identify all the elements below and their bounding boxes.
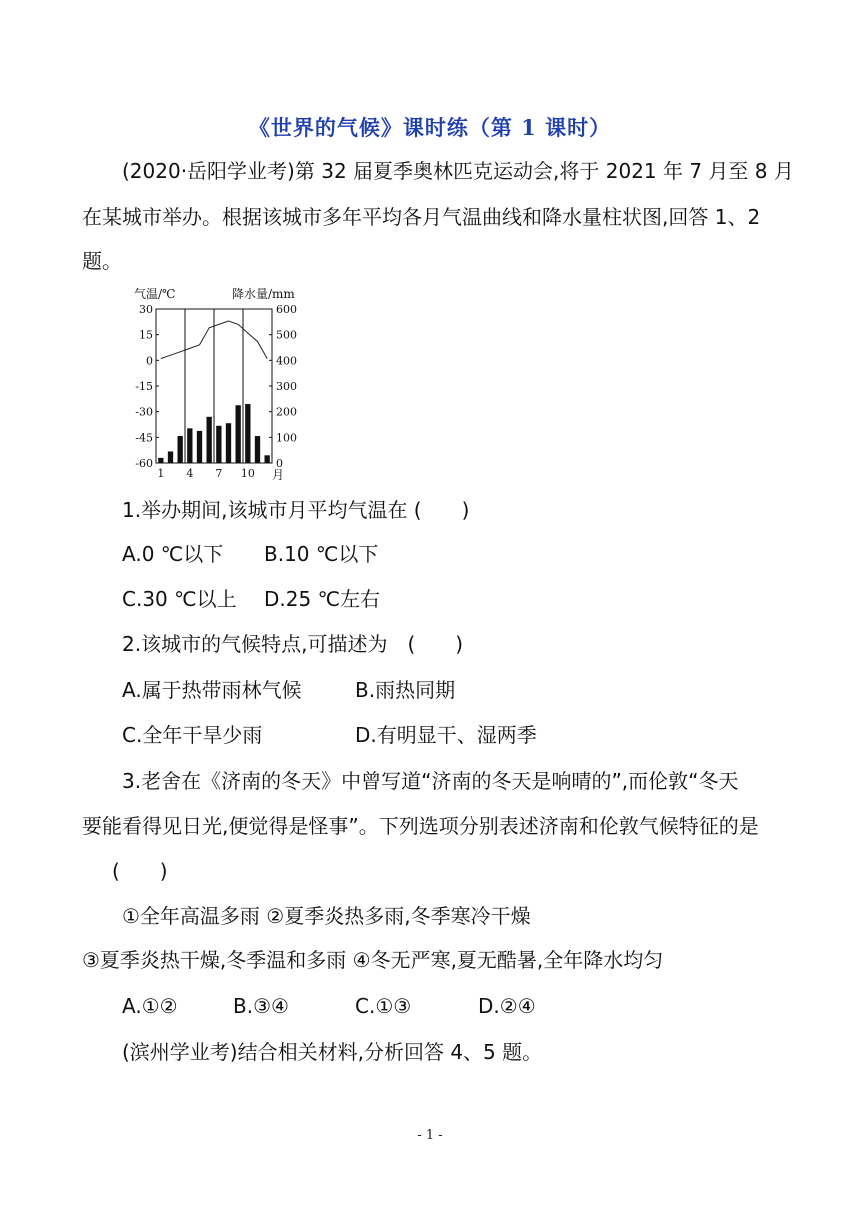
q1-option-d[interactable]: D.25 ℃左右 (264, 587, 381, 611)
q2-option-b[interactable]: B.雨热同期 (355, 678, 456, 702)
right-tick-label: 100 (276, 431, 297, 445)
precipitation-bar (265, 455, 270, 463)
x-tick-label: 4 (186, 467, 194, 480)
intro-line-2: 在某城市举办。根据该城市多年平均各月气温曲线和降水量柱状图,回答 1、2 (82, 205, 761, 229)
intro-line-3: 题。 (82, 249, 122, 273)
q3-option-c[interactable]: C.①③ (355, 994, 412, 1018)
q1-option-c[interactable]: C.30 ℃以上 (122, 587, 237, 611)
x-axis-ticks (157, 467, 255, 480)
page-number: - 1 - (417, 1128, 443, 1143)
gridlines (185, 309, 243, 463)
left-tick-label: 30 (139, 303, 153, 316)
left-tick-label: 0 (146, 354, 153, 368)
q1-stem: 1.举办期间,该城市月平均气温在 ( ) (122, 498, 470, 522)
q1-option-b[interactable]: B.10 ℃以下 (264, 542, 379, 566)
q3-stem-line-1: 3.老舍在《济南的冬天》中曾写道“济南的冬天是响晴的”,而伦敦“冬天 (122, 769, 739, 793)
x-unit-label: 月 (272, 468, 285, 482)
x-tick-label: 10 (240, 467, 255, 480)
right-tick-label: 500 (276, 328, 297, 342)
x-tick-label: 7 (215, 467, 223, 480)
q3-statements-1: ①全年高温多雨 ②夏季炎热多雨,冬季寒冷干燥 (122, 904, 531, 928)
right-tick-label: 200 (276, 405, 297, 419)
precipitation-bar (216, 426, 221, 463)
right-axis-ticks (269, 303, 297, 470)
precipitation-bar (187, 428, 192, 463)
q3-stem-line-3: ( ) (112, 859, 168, 883)
precipitation-bar (226, 423, 231, 463)
left-tick-label: -45 (135, 431, 153, 445)
q3-option-a[interactable]: A.①② (122, 994, 178, 1018)
precipitation-bar (255, 436, 260, 463)
precipitation-bar (178, 436, 183, 463)
right-tick-label: 600 (276, 303, 297, 316)
intro-line-1: (2020·岳阳学业考)第 32 届夏季奥林匹克运动会,将于 2021 年 7 月至 8 月 (122, 159, 794, 183)
x-tick-label: 1 (157, 467, 165, 480)
precipitation-bar (236, 405, 241, 463)
q2-option-c[interactable]: C.全年干旱少雨 (122, 723, 263, 747)
left-tick-label: -60 (135, 457, 153, 470)
q3-stem-line-2: 要能看得见日光,便觉得是怪事”。下列选项分别表述济南和伦敦气候特征的是 (82, 814, 759, 838)
precipitation-bar (197, 431, 202, 463)
q3-statements-2: ③夏季炎热干燥,冬季温和多雨 ④冬无严寒,夏无酷暑,全年降水均匀 (82, 948, 664, 972)
q2-option-d[interactable]: D.有明显干、湿两季 (355, 723, 537, 747)
q2-stem: 2.该城市的气候特点,可描述为 ( ) (122, 632, 464, 656)
q1-option-a[interactable]: A.0 ℃以下 (122, 542, 224, 566)
page-title: 《世界的气候》课时练（第 1 课时） (248, 115, 612, 140)
right-tick-label: 300 (276, 380, 297, 393)
left-tick-label: -30 (135, 405, 153, 419)
climate-chart (128, 283, 308, 483)
right-tick-label: 400 (276, 354, 297, 368)
precipitation-bar (168, 451, 173, 463)
right-axis-label: 降水量/mm (232, 287, 295, 301)
precipitation-bar (245, 404, 250, 463)
q3-option-d[interactable]: D.②④ (478, 994, 536, 1018)
q2-option-a[interactable]: A.属于热带雨林气候 (122, 678, 302, 702)
precipitation-bar (207, 417, 212, 463)
left-tick-label: 15 (139, 328, 153, 342)
precipitation-bar (158, 458, 163, 463)
left-tick-label: -15 (135, 380, 153, 393)
left-axis-ticks (135, 303, 159, 470)
right-tick-label: 0 (276, 457, 283, 470)
q3-option-b[interactable]: B.③④ (233, 994, 289, 1018)
next-section-intro: (滨州学业考)结合相关材料,分析回答 4、5 题。 (122, 1040, 543, 1064)
left-axis-label: 气温/℃ (134, 287, 176, 301)
